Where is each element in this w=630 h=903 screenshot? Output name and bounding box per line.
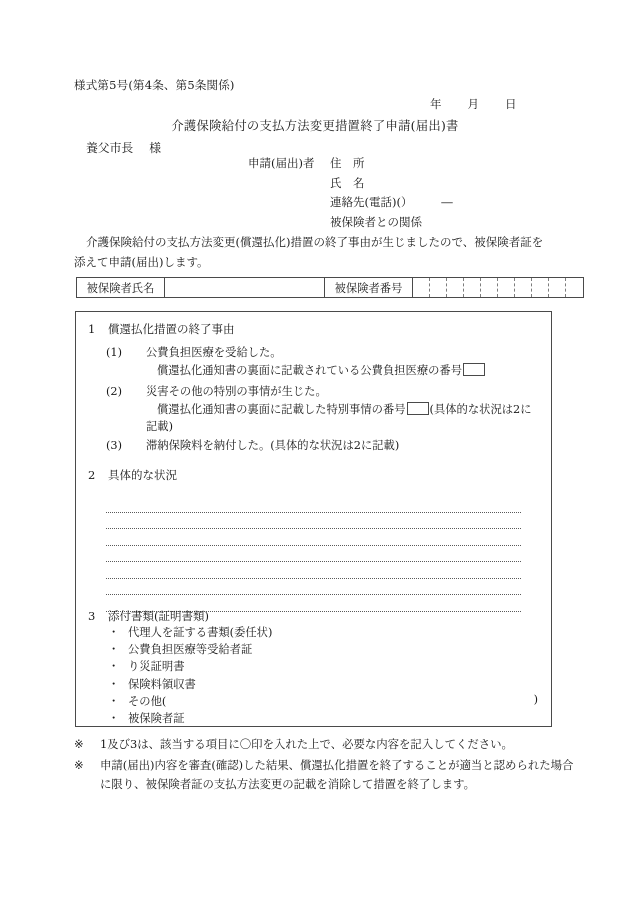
insured-number-cell[interactable]	[464, 278, 481, 297]
section-1-item-2-line2-text: 償還払化通知書の裏面に記載した特別事情の番号	[157, 402, 406, 416]
insured-number-cell[interactable]	[498, 278, 515, 297]
insured-number-grid	[413, 278, 583, 297]
footnote-mark-icon: ※	[74, 757, 84, 772]
applicant-name-label: 氏 名	[330, 175, 365, 190]
footnote-2-text: 申請(届出)内容を審査(確認)した結果、償還払化措置を終了することが適当と認められた場合に限り、被保険者証の支払方法変更の記載を消除して措置を終了します。	[100, 757, 574, 791]
footnote-1	[74, 735, 574, 755]
date-line	[430, 96, 517, 112]
applicant-block	[248, 155, 453, 233]
writing-line[interactable]	[106, 562, 521, 579]
section-1-item-2-line1: 災害その他の特別の事情が生じた。	[146, 385, 327, 398]
insured-number-cell[interactable]	[532, 278, 549, 297]
addressee	[86, 139, 161, 156]
date-day-label: 日	[505, 97, 517, 111]
writing-line[interactable]	[106, 513, 521, 530]
section-2-number: 2	[88, 468, 96, 482]
intro-paragraph: 介護保険給付の支払方法変更(償還払化)措置の終了事由が生じましたので、被保険者証を添えて申請(届出)します。	[74, 235, 544, 269]
footnote-2	[74, 756, 574, 795]
attachment-item-label: 代理人を証する書類(委任状)	[128, 626, 273, 639]
attachment-item-label: り災証明書	[128, 660, 185, 674]
section-1-item-2[interactable]	[106, 383, 536, 436]
attachment-item-label: 保険料領収書	[128, 677, 196, 691]
footnote-1-text: 1及び3は、該当する項目に〇印を入れた上で、必要な内容を記入してください。	[100, 737, 513, 751]
bullet-icon: ・	[108, 711, 120, 725]
section-1-item-1[interactable]	[106, 344, 536, 379]
section-1-item-1-line2	[146, 362, 536, 380]
section-1-item-3-marker: (3)	[106, 439, 123, 452]
applicant-address-label: 住 所	[330, 156, 365, 170]
applicant-phone-label: 連絡先(電話)(	[330, 195, 401, 209]
attachment-item-label: その他(	[128, 694, 167, 708]
footnote-mark-icon: ※	[74, 737, 84, 751]
page-title: 介護保険給付の支払方法変更措置終了申請(届出)書	[171, 119, 459, 133]
applicant-row-relation	[248, 214, 453, 234]
section-1-item-3[interactable]	[106, 437, 536, 455]
insured-number-cell[interactable]	[413, 278, 430, 297]
addressee-name: 養父市長	[86, 141, 134, 155]
attachment-item-other[interactable]	[98, 693, 538, 710]
writing-line[interactable]	[106, 529, 521, 546]
insured-number-cell[interactable]	[549, 278, 566, 297]
writing-line[interactable]	[106, 496, 521, 513]
writing-line[interactable]	[106, 546, 521, 563]
applicant-relation-label: 被保険者との関係	[330, 214, 422, 229]
section-1-item-1-marker: (1)	[106, 346, 123, 359]
applicant-row-name	[248, 175, 453, 195]
section-3-number: 3	[88, 609, 96, 623]
section-1-number: 1	[88, 322, 96, 336]
applicant-lead-label: 申請(届出)者	[248, 156, 315, 170]
attachment-list	[98, 624, 538, 727]
bullet-icon: ・	[108, 677, 120, 691]
writing-line[interactable]	[106, 579, 521, 596]
date-year-label: 年	[430, 97, 442, 111]
insured-person-table	[76, 277, 584, 298]
insured-number-cell[interactable]	[481, 278, 498, 297]
applicant-phone-value[interactable]: ） ―	[400, 195, 453, 209]
attachment-other-paren-close: )	[533, 692, 538, 706]
special-reason-number-input[interactable]	[407, 402, 429, 415]
attachment-item[interactable]	[98, 658, 538, 675]
insured-number-cell[interactable]	[566, 278, 583, 297]
section-1-heading	[88, 321, 235, 337]
addressee-honorific: 様	[149, 141, 162, 155]
footnotes	[74, 735, 574, 796]
applicant-row-address	[248, 155, 453, 175]
insured-name-label: 被保険者氏名	[77, 278, 165, 297]
insured-number-cell[interactable]	[430, 278, 447, 297]
attachment-item[interactable]	[98, 641, 538, 658]
section-1-item-1-line1: 公費負担医療を受給した。	[146, 346, 282, 359]
insured-number-cell[interactable]	[447, 278, 464, 297]
insured-name-input[interactable]	[165, 278, 325, 297]
section-3-heading	[88, 608, 209, 624]
attachment-item[interactable]	[98, 624, 538, 641]
section-1-item-3-line1: 滞納保険料を納付した。(具体的な状況は2に記載)	[146, 439, 400, 452]
bullet-icon: ・	[108, 643, 120, 657]
attachment-item-label: 被保険者証	[128, 711, 185, 725]
section-3-title: 添付書類(証明書類)	[108, 609, 209, 623]
insured-number-cell[interactable]	[515, 278, 532, 297]
main-content-box	[75, 311, 552, 727]
section-1-item-2-line2-note: (具体的な状況は2に記載)	[146, 402, 532, 433]
date-month-label: 月	[467, 97, 479, 111]
section-1-item-1-line2-text: 償還払化通知書の裏面に記載されている公費負担医療の番号	[157, 363, 463, 377]
insured-number-label: 被保険者番号	[325, 278, 413, 297]
bullet-icon: ・	[108, 626, 120, 639]
public-medical-number-input[interactable]	[463, 363, 485, 376]
bullet-icon: ・	[108, 694, 120, 708]
section-1-item-2-marker: (2)	[106, 385, 123, 398]
applicant-row-phone	[248, 194, 453, 214]
section-2-title: 具体的な状況	[108, 468, 177, 482]
section-1-item-2-line2	[146, 401, 536, 436]
form-code: 様式第5号(第4条、第5条関係)	[74, 78, 235, 92]
attachment-item[interactable]	[98, 676, 538, 693]
attachment-item-label: 公費負担医療等受給者証	[128, 643, 253, 657]
section-2-writing-area[interactable]	[106, 496, 521, 612]
section-2-heading	[88, 467, 177, 483]
attachment-item[interactable]	[98, 710, 538, 727]
section-1-title: 償還払化措置の終了事由	[108, 322, 235, 336]
bullet-icon: ・	[108, 660, 120, 674]
